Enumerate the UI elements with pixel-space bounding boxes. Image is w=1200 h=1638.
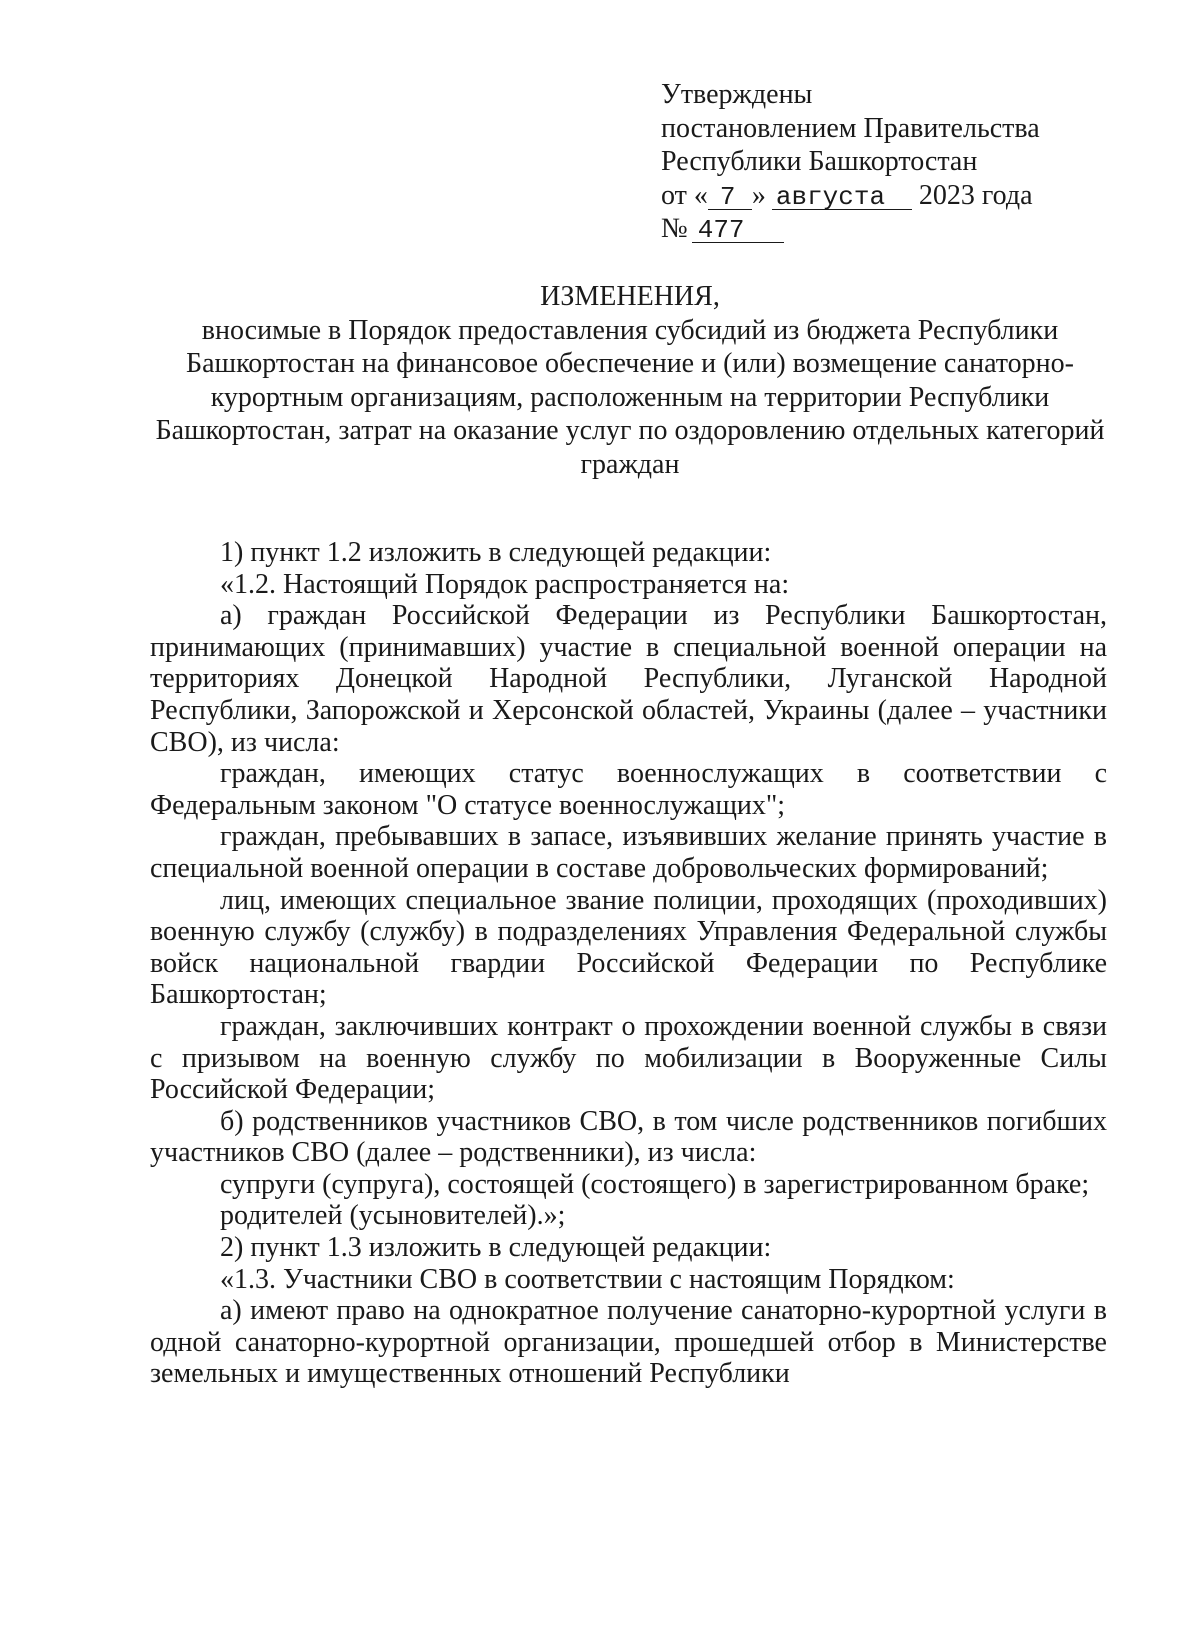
- approval-line-2: постановлением Правительства: [661, 112, 1040, 144]
- body-paragraph: лиц, имеющих специальное звание полиции, проходящих (проходивших) военную службу (службу) в подразделениях Управления Федеральной службы войск национальной гвардии Российской Федерации по Республике Башкортостан;: [150, 884, 1107, 1011]
- body-paragraph: 2) пункт 1.3 изложить в следующей редакции:: [220, 1232, 772, 1264]
- body-paragraph: «1.2. Настоящий Порядок распространяется на:: [220, 568, 790, 600]
- body-paragraph: б) родственников участников СВО, в том числе родственников погибших участников СВО (далее – родственники), из числа:: [150, 1105, 1107, 1169]
- heading-title: ИЗМЕНЕНИЯ,: [540, 281, 720, 312]
- body-paragraph: а) граждан Российской Федерации из Республики Башкортостан, принимающих (принимавших) участие в специальной военной операции на территориях Донецкой Народной Республики, Луганской Народной Республики, Запорожской и Херсонской областей, Украины (далее – участники СВО), из числа:: [150, 600, 1107, 758]
- body-paragraph: супруги (супруга), состоящей (состоящего) в зарегистрированном браке;: [220, 1168, 1090, 1200]
- approval-line-1: Утверждены: [661, 79, 813, 110]
- body-paragraph: граждан, имеющих статус военнослужащих в соответствии с Федеральным законом "О статусе военнослужащих";: [150, 758, 1107, 821]
- body-paragraph: родителей (усыновителей).»;: [220, 1200, 566, 1232]
- body-paragraph: граждан, пребывавших в запасе, изъявивших желание принять участие в специальной военной операции в составе добровольческих формирований;: [150, 821, 1107, 884]
- document-heading: [150, 280, 1110, 481]
- decree-number: 477: [692, 218, 784, 243]
- document-body: [150, 537, 1107, 1390]
- body-paragraph: а) имеют право на однократное получение санаторно-курортной услуги в одной санаторно-курортной организации, прошедшей отбор в Министерстве земельных и имущественных отношений Республики: [150, 1295, 1107, 1390]
- date-day: 7: [708, 185, 752, 210]
- approval-line-3: Республики Башкортостан: [661, 146, 978, 177]
- approval-date-line: [661, 179, 1040, 213]
- date-year: 2023 года: [918, 179, 1033, 211]
- body-paragraph: «1.3. Участники СВО в соответствии с настоящим Порядком:: [220, 1263, 955, 1295]
- approval-number-line: [661, 212, 1040, 246]
- approval-block: [661, 78, 1040, 246]
- body-paragraph: граждан, заключивших контракт о прохождении военной службы в связи с призывом на военную службу по мобилизации в Вооруженные Силы Российской Федерации;: [150, 1010, 1107, 1106]
- number-sign: №: [661, 213, 688, 244]
- date-prefix: от «: [661, 179, 708, 211]
- heading-subtitle: вносимые в Порядок предоставления субсидий из бюджета Республики Башкортостан на финансовое обеспечение и (или) возмещение санаторно-курортным организациям, расположенным на территории Республики Башкортостан, затрат на оказание услуг по оздоровлению отдельных категорий граждан: [155, 314, 1105, 480]
- date-mid: »: [751, 179, 766, 211]
- date-month: августа: [772, 185, 912, 210]
- body-paragraph: 1) пункт 1.2 изложить в следующей редакции:: [220, 537, 772, 568]
